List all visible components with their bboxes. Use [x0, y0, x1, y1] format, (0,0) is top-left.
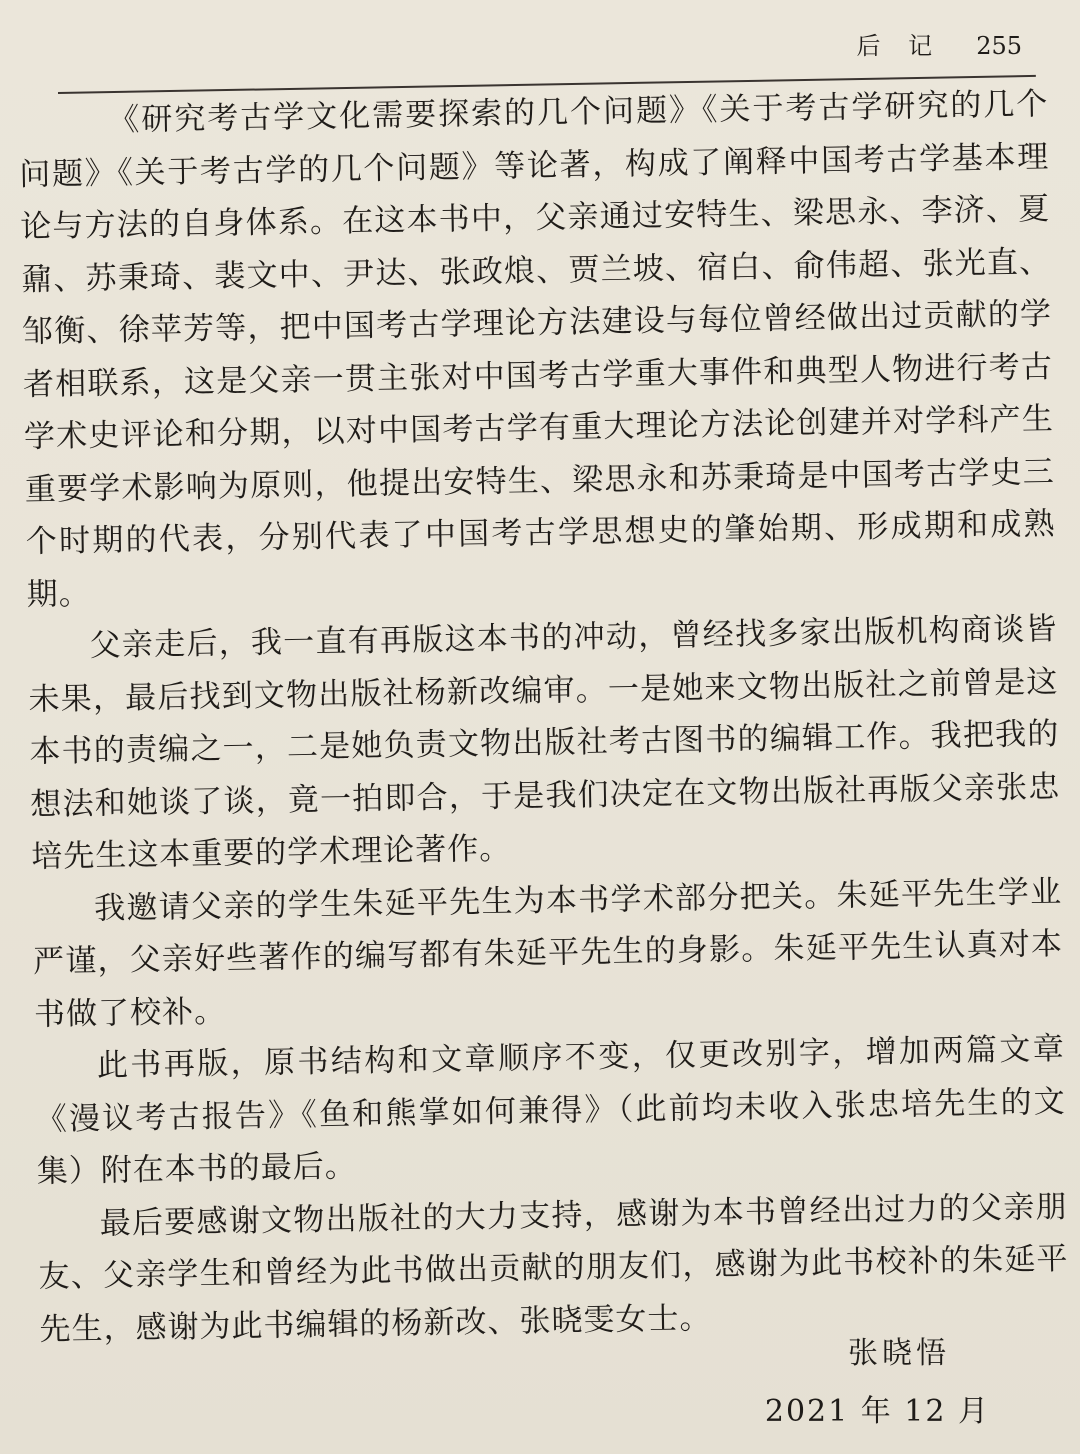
body-text — [18, 78, 1070, 1356]
signature-date: 2021 年 12 月 — [764, 1394, 990, 1429]
paragraph-5: 最后要感谢文物出版社的大力支持，感谢为本书曾经出过力的父亲朋友、父亲学生和曾经为此书做出贡献的朋友们，感谢为此书校补的朱延平先生，感谢为此书编辑的杨新改、张晓雯女士。 — [38, 1188, 1069, 1348]
paragraph-4: 此书再版，原书结构和文章顺序不变，仅更改别字，增加两篇文章《漫议考古报告》《鱼和熊掌如何兼得》（此前均未收入张忠培先生的文集）附在本书的最后。 — [35, 1030, 1067, 1190]
paragraph-1: 《研究考古学文化需要探索的几个问题》《关于考古学研究的几个问题》《关于考古学的几个问题》等论著，构成了阐释中国考古学基本理论与方法的自身体系。在这本书中，父亲通过安特生、梁思永、李济、夏鼐、苏秉琦、裴文中、尹达、张政烺、贾兰坡、宿白、俞伟超、张光直、邹衡、徐苹芳等，把中国考古学理论方法建设与每位曾经做出过贡献的学者相联系，这是父亲一贯主张对中国考古学重大事件和典型人物进行考古学术史评论和分期，以对中国考古学有重大理论方法论创建并对学科产生重要学术影响为原则，他提出安特生、梁思永和苏秉琦是中国考古学史三个时期的代表，分别代表了中国考古学思想史的肇始期、形成期和成熟期。 — [19, 86, 1056, 613]
author-signature: 张晓悟 — [848, 1336, 950, 1371]
page-number: 255 — [976, 32, 1022, 60]
section-title: 后 记 — [856, 32, 943, 60]
paragraph-2: 父亲走后，我一直有再版这本书的冲动，曾经找多家出版机构商谈皆未果，最后找到文物出版社杨新改编审。一是她来文物出版社之前曾是这本书的责编之一，二是她负责文物出版社考古图书的编辑工作。我把我的想法和她谈了谈，竟一拍即合，于是我们决定在文物出版社再版父亲张忠培先生这本重要的学术理论著作。 — [28, 610, 1061, 875]
running-header — [857, 26, 1022, 61]
paragraph-3: 我邀请父亲的学生朱延平先生为本书学术部分把关。朱延平先生学业严谨，父亲好些著作的编写都有朱延平先生的身影。朱延平先生认真对本书做了校补。 — [32, 873, 1064, 1033]
